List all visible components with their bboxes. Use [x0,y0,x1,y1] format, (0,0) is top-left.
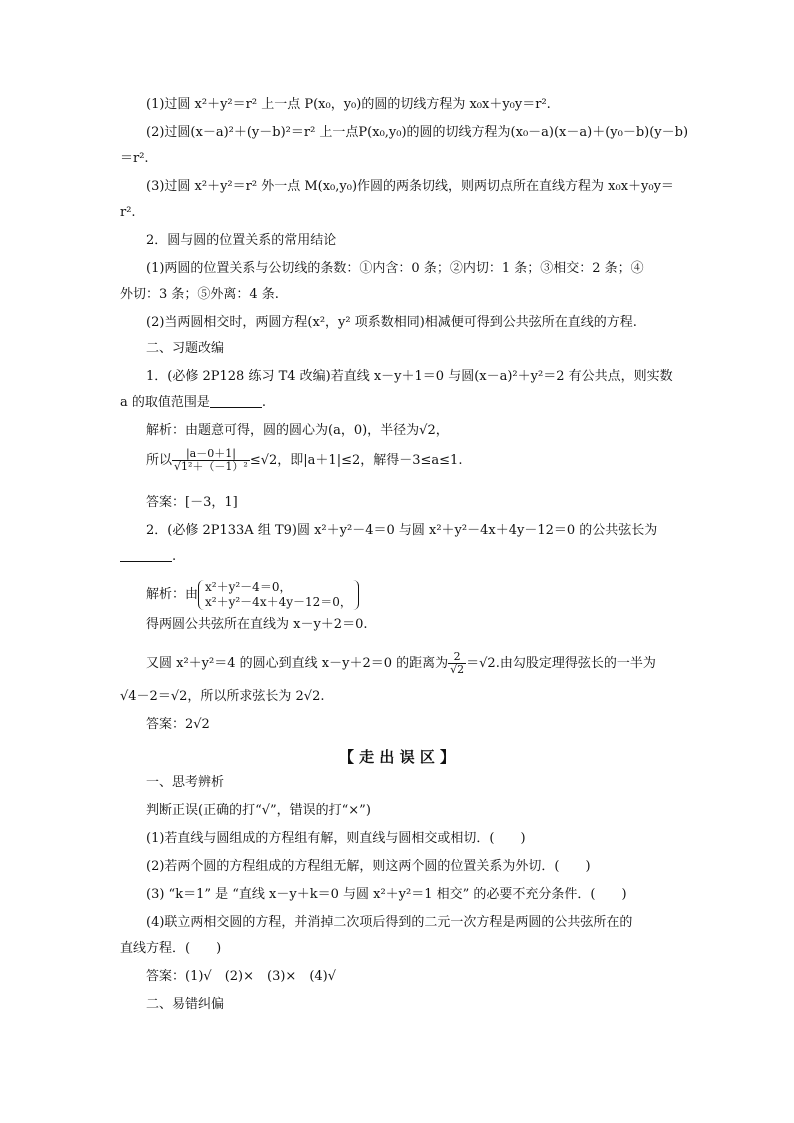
solution-text: ≤√2，即|a＋1|≤2，解得－3≤a≤1. [249,453,463,468]
section-subtitle: 二、易错纠偏 [146,997,225,1012]
question-line: 直线方程．( ) [120,941,222,956]
question-text: a 的取值范围是 [120,395,210,410]
solution-text: 所以 [146,453,173,468]
answer-blank [210,395,262,408]
equation: x²＋y²－4x＋4y－12＝0， [205,594,352,609]
text-line: 外切：3 条；⑤外离：4 条. [120,287,279,302]
solution-line [146,650,706,678]
question-line: (2)若两个圆的方程组成的方程组无解，则这两个圆的位置关系为外切．( ) [146,859,591,874]
answer-line: 答案：[－3，1] [146,495,238,510]
text-line: (1)两圆的位置关系与公切线的条数：①内含：0 条；②内切：1 条；③相交：2 条；④ [146,261,644,276]
section-subtitle: 2．圆与圆的位置关系的常用结论 [146,233,337,248]
fraction-denominator: √2 [450,663,465,676]
question-line: (4)联立两相交圆的方程，并消掉二次项后得到的二元一次方程是两圆的公共弦所在的 [146,915,633,930]
solution-line: √4－2＝√2，所以所求弦长为 2√2. [120,689,325,704]
question-end: . [172,549,177,564]
section-heading: 【 走 出 误 区 】 [338,748,456,766]
text-line: (2)当两圆相交时，两圆方程(x²，y² 项系数相同)相减便可得到公共弦所在直线的方程. [146,315,637,330]
answer-line: 答案：2√2 [146,717,210,732]
solution-line: 解析：由题意可得，圆的圆心为(a，0)，半径为√2， [146,423,449,438]
section-subtitle: 二、习题改编 [146,341,225,356]
solution-text: ＝√2.由勾股定理得弦长的一半为 [466,656,656,671]
equation-system [198,580,359,610]
question-line: 1．(必修 2P128 练习 T4 改编)若直线 x－y＋1＝0 与圆(x－a)²＋y²＝2 有公共点，则实数 [146,369,673,384]
question-line [120,548,680,566]
question-line [120,394,680,412]
solution-line: 得两圆公共弦所在直线为 x－y＋2＝0. [146,617,368,632]
fraction-denominator: √1²＋（－1）² [174,460,248,473]
question-line: (1)若直线与圆组成的方程组有解，则直线与圆相交或相切．( ) [146,831,526,846]
fraction [448,651,466,676]
question-line: 2．(必修 2P133A 组 T9)圆 x²＋y²－4＝0 与圆 x²＋y²－4x＋4y－12＝0 的公共弦长为 [146,523,658,538]
text-line: ＝r². [120,151,149,166]
text-line: 判断正误(正确的打“√”，错误的打“×”) [146,803,371,818]
section-subtitle: 一、思考辨析 [146,775,225,790]
answer-line: 答案：(1)√ (2)× (3)× (4)√ [146,969,337,984]
fraction-numerator: 2 [448,651,466,664]
solution-text: 解析：由 [146,587,199,602]
text-line: (2)过圆(x－a)²＋(y－b)²＝r² 上一点P(x₀,y₀)的圆的切线方程为(x₀－a)(x－a)＋(y₀－b)(y－b) [146,125,689,140]
text-line: r². [120,205,136,220]
text-line: (1)过圆 x²＋y²＝r² 上一点 P(x₀，y₀)的圆的切线方程为 x₀x＋y₀y＝r². [146,97,551,112]
question-end: . [261,395,267,410]
solution-text: 又圆 x²＋y²＝4 的圆心到直线 x－y＋2＝0 的距离为 [146,656,449,671]
text-line: (3)过圆 x²＋y²＝r² 外一点 M(x₀,y₀)作圆的两条切线，则两切点所在直线方程为 x₀x＋y₀y＝ [146,179,674,194]
solution-line [146,448,706,474]
equation: x²＋y²－4＝0， [205,579,292,594]
fraction-numerator: |a－0＋1| [172,448,250,461]
fraction [172,448,250,473]
question-line: (3) “k＝1” 是 “直线 x－y＋k＝0 与圆 x²＋y²＝1 相交” 的必要不充分条件．( ) [146,887,627,902]
solution-line [146,578,706,612]
answer-blank [120,549,172,562]
